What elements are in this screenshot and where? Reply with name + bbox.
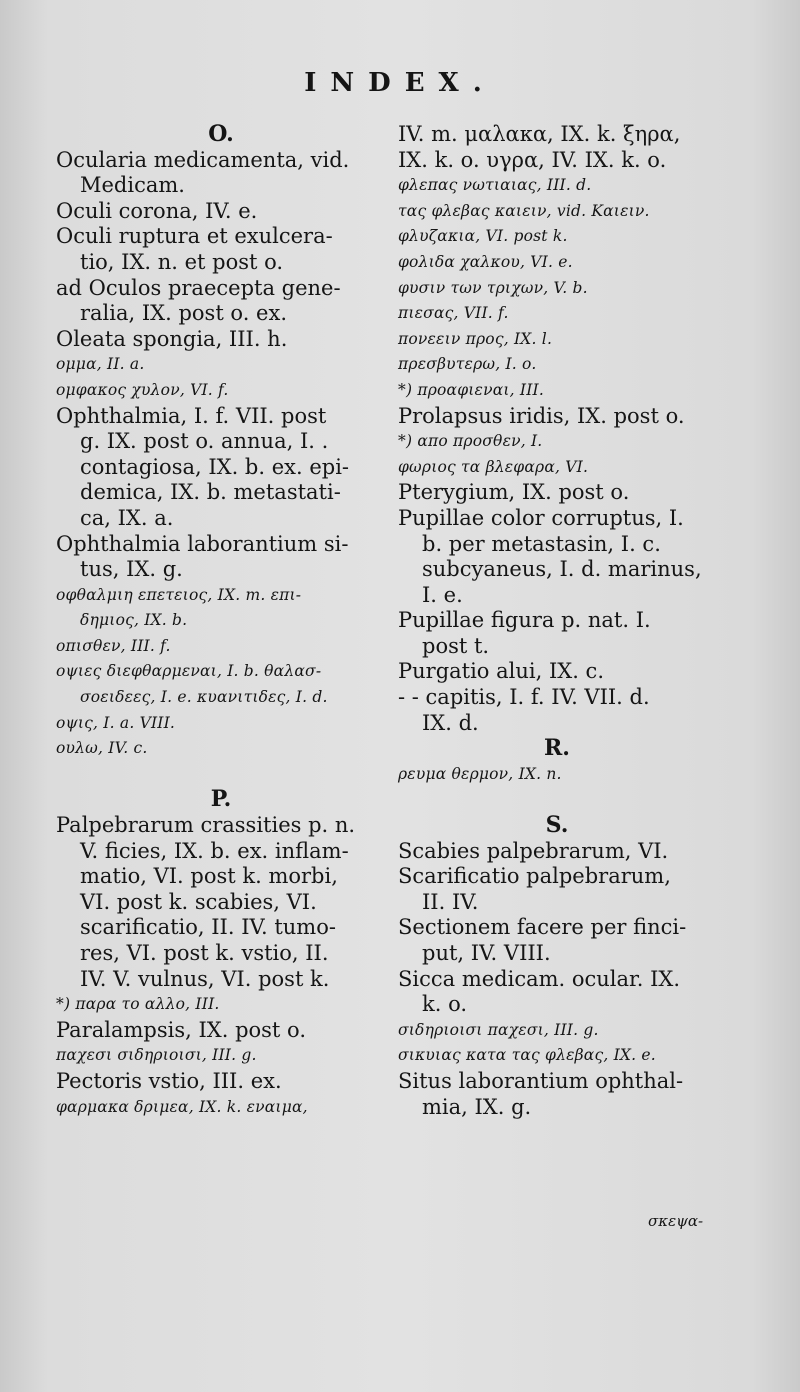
index-line: k. o.	[422, 992, 468, 1017]
index-line: contagiosa, IX. b. ex. epi-	[80, 454, 350, 479]
index-line: Palpebrarum crassities p. n.	[56, 813, 356, 838]
index-line: Prolapsus iridis, IX. post o.	[398, 403, 685, 428]
index-line: Medicam.	[80, 173, 185, 198]
catchword: σκεψα-	[648, 1212, 704, 1230]
greek-index-line: οφθαλμιη επετειος, IX. m. επι-	[56, 585, 302, 604]
index-line: Pupillae color corruptus, I.	[398, 505, 684, 530]
index-line: tus, IX. g.	[80, 557, 183, 582]
greek-index-line: ρευμα θερμον, IX. n.	[398, 764, 562, 783]
greek-index-line: *) προαφιεναι, III.	[398, 380, 544, 399]
greek-index-line: τας φλεβας καιειν, vid. Καιειν.	[398, 201, 650, 220]
index-line: Oculi ruptura et exulcera-	[56, 224, 333, 249]
index-line: VI. post k. scabies, VI.	[80, 889, 317, 914]
greek-index-line: ομφακος χυλον, VI. f.	[56, 380, 229, 399]
index-line: res, VI. post k. vstio, II.	[80, 941, 329, 965]
index-line: Ophthalmia, I. f. VII. post	[56, 403, 327, 428]
index-line: V. ficies, IX. b. ex. inflam-	[80, 838, 349, 863]
index-line: Pterygium, IX. post o.	[398, 480, 630, 505]
index-line: b. per metastasin, I. c.	[422, 531, 661, 556]
left-column	[56, 122, 386, 1120]
index-line: IV. m. μαλακα, IX. k. ξηρα,	[398, 122, 681, 146]
index-line: demica, IX. b. metastati-	[80, 480, 341, 505]
greek-index-line: δημιος, IX. b.	[80, 611, 188, 630]
index-line: mia, IX. g.	[422, 1094, 532, 1119]
greek-index-line: πρεσβυτερω, I. o.	[398, 355, 537, 374]
index-line: subcyaneus, I. d. marinus,	[422, 557, 702, 582]
letter-heading: P.	[210, 786, 232, 813]
index-line: matio, VI. post k. morbi,	[80, 864, 338, 889]
index-line: Purgatio alui, IX. c.	[398, 659, 604, 684]
greek-index-line: φολιδα χαλκου, VI. e.	[398, 252, 573, 271]
index-line: Ophthalmia laborantium si-	[56, 531, 349, 556]
greek-index-line: φυσιν των τριχων, V. b.	[398, 278, 588, 297]
letter-heading: R.	[544, 735, 570, 762]
index-line: ad Oculos praecepta gene-	[56, 275, 341, 300]
greek-index-line: ουλω, IV. c.	[56, 739, 148, 758]
greek-index-line: φαρμακα δριμεα, IX. k. εναιμα,	[56, 1097, 308, 1116]
index-line: Pectoris vstio, III. ex.	[56, 1068, 282, 1093]
index-line: - - capitis, I. f. IV. VII. d.	[398, 685, 650, 710]
greek-index-line: οπισθεν, III. f.	[56, 636, 171, 655]
index-line: scarificatio, II. IV. tumo-	[80, 915, 336, 940]
index-line: II. IV.	[422, 889, 479, 914]
spacer	[398, 787, 716, 813]
greek-index-line: σιδηριοισι παχεσι, III. g.	[398, 1020, 599, 1039]
greek-index-line: φωριος τα βλεφαρα, VI.	[398, 457, 589, 476]
index-line: ralia, IX. post o. ex.	[80, 301, 288, 326]
index-line: ca, IX. a.	[80, 505, 174, 530]
letter-heading: O.	[208, 121, 234, 147]
index-line: IX. d.	[422, 710, 479, 735]
index-line: I. e.	[422, 582, 463, 607]
greek-index-line: *) παρα το αλλο, III.	[56, 995, 220, 1014]
right-column	[398, 122, 716, 1120]
page-header: INDEX.	[304, 68, 496, 98]
greek-index-line: *) απο προσθεν, I.	[398, 432, 543, 451]
greek-index-line: πιεσας, VII. f.	[398, 304, 509, 323]
index-line: Scarificatio palpebrarum,	[398, 864, 671, 889]
greek-index-line: οψιες διεφθαρμεναι, I. b. θαλασ-	[56, 662, 322, 681]
greek-index-line: σοειδεες, I. e. κυανιτιδες, I. d.	[80, 688, 328, 707]
index-line: Ocularia medicamenta, vid.	[56, 147, 350, 172]
index-line: post t.	[422, 633, 490, 658]
greek-index-line: ομμα, II. a.	[56, 355, 145, 374]
greek-index-line: σικυιας κατα τας φλεβας, IX. e.	[398, 1046, 656, 1065]
greek-index-line: οψις, I. a. VIII.	[56, 713, 176, 732]
index-line: IX. k. o. υγρα, IV. IX. k. o.	[398, 147, 667, 172]
spacer	[56, 762, 386, 788]
index-line: Oculi corona, IV. e.	[56, 198, 258, 223]
index-line: Paralampsis, IX. post o.	[56, 1017, 307, 1042]
index-line: IV. V. vulnus, VI. post k.	[80, 966, 330, 991]
index-line: Scabies palpebrarum, VI.	[398, 838, 669, 863]
index-line: put, IV. VIII.	[422, 941, 551, 965]
index-line: Pupillae figura p. nat. I.	[398, 608, 651, 633]
index-line: Sectionem facere per finci-	[398, 915, 687, 940]
greek-index-line: φλυζακια, VI. post k.	[398, 227, 568, 246]
index-line: g. IX. post o. annua, I. .	[80, 429, 329, 454]
index-line: Situs laborantium ophthal-	[398, 1068, 684, 1093]
greek-index-line: πονεειν προς, IX. l.	[398, 329, 553, 348]
greek-index-line: φλεπας νωτιαιας, III. d.	[398, 176, 592, 195]
index-line: Oleata spongia, III. h.	[56, 326, 288, 351]
greek-index-line: παχεσι σιδηριοισι, III. g.	[56, 1046, 257, 1065]
index-line: Sicca medicam. ocular. IX.	[398, 966, 681, 991]
index-line: tio, IX. n. et post o.	[80, 249, 284, 274]
letter-heading: S.	[545, 812, 569, 839]
